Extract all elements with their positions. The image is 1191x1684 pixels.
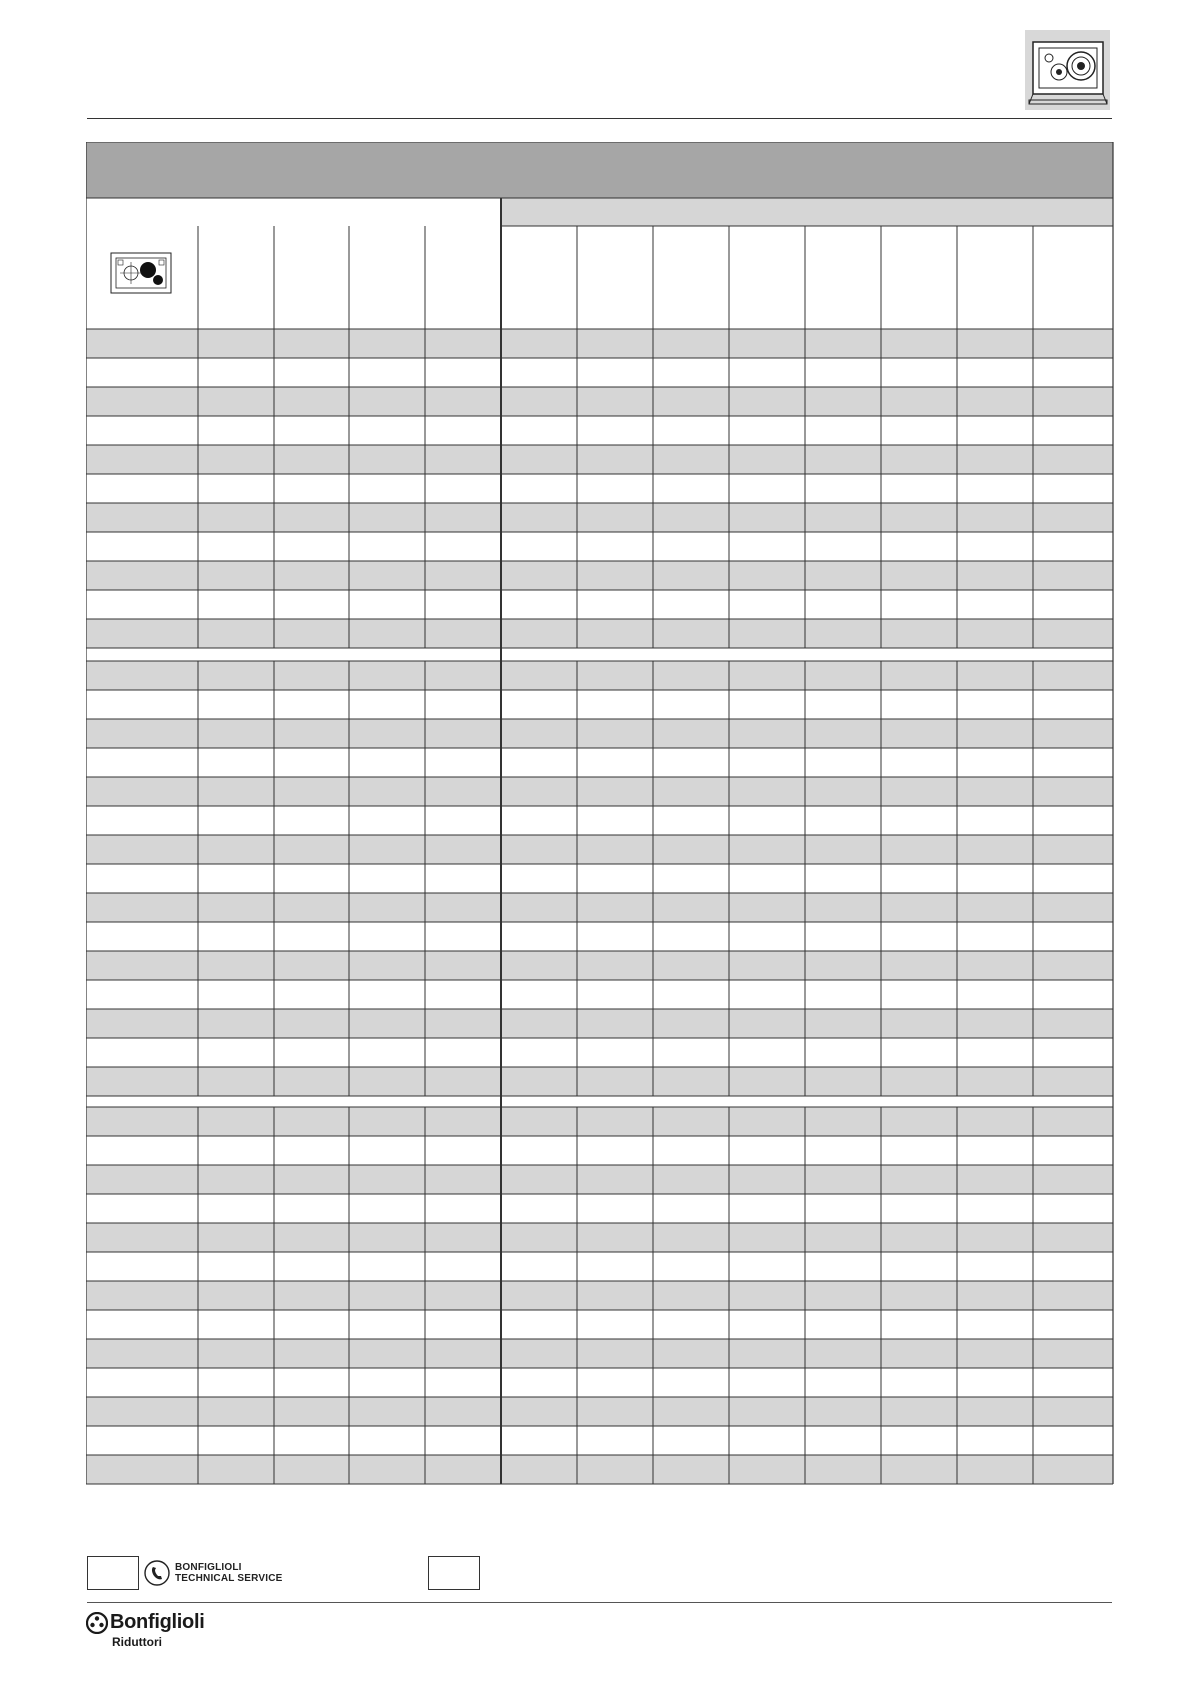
technical-service-label bbox=[175, 1562, 283, 1584]
table-row bbox=[86, 1368, 1113, 1397]
mounting-position-icon bbox=[111, 253, 171, 293]
table-row bbox=[86, 835, 1113, 864]
right-group-band bbox=[501, 198, 1113, 226]
table-row bbox=[86, 777, 1113, 806]
table-row bbox=[86, 1067, 1113, 1096]
table-row bbox=[86, 1310, 1113, 1339]
page-number-box-right bbox=[428, 1556, 480, 1590]
table-row bbox=[86, 387, 1113, 416]
technical-service-line2: TECHNICAL SERVICE bbox=[175, 1573, 283, 1584]
table-row bbox=[86, 416, 1113, 445]
table-row bbox=[86, 1038, 1113, 1067]
technical-service-line1: BONFIGLIOLI bbox=[175, 1562, 242, 1573]
table-row bbox=[86, 1223, 1113, 1252]
table-title-band bbox=[86, 142, 1113, 198]
table-row bbox=[86, 532, 1113, 561]
table-row bbox=[86, 893, 1113, 922]
table-row bbox=[86, 445, 1113, 474]
table-row bbox=[86, 474, 1113, 503]
table-row bbox=[86, 1136, 1113, 1165]
table-row bbox=[86, 1281, 1113, 1310]
table-row bbox=[86, 661, 1113, 690]
selection-table bbox=[86, 142, 1114, 1495]
table-row bbox=[86, 748, 1113, 777]
table-row bbox=[86, 690, 1113, 719]
selection-table-grid bbox=[86, 142, 1114, 1495]
table-row bbox=[86, 864, 1113, 893]
table-row bbox=[86, 590, 1113, 619]
brand-subtitle: Riduttori bbox=[112, 1635, 162, 1649]
table-row bbox=[86, 358, 1113, 387]
phone-icon bbox=[144, 1560, 170, 1586]
table-row bbox=[86, 1339, 1113, 1368]
brand-name: Bonfiglioli bbox=[110, 1611, 205, 1633]
table-row bbox=[86, 806, 1113, 835]
table-row bbox=[86, 980, 1113, 1009]
table-row bbox=[86, 1194, 1113, 1223]
table-row bbox=[86, 1426, 1113, 1455]
bonfiglioli-logo-icon bbox=[86, 1612, 108, 1634]
table-row bbox=[86, 561, 1113, 590]
table-row bbox=[86, 719, 1113, 748]
table-row bbox=[86, 1165, 1113, 1194]
table-row bbox=[86, 329, 1113, 358]
table-row bbox=[86, 619, 1113, 648]
table-row bbox=[86, 1397, 1113, 1426]
table-row bbox=[86, 922, 1113, 951]
table-row bbox=[86, 1252, 1113, 1281]
table-row bbox=[86, 1009, 1113, 1038]
table-row bbox=[86, 1107, 1113, 1136]
header-rule bbox=[87, 118, 1112, 119]
footer-rule bbox=[87, 1602, 1112, 1603]
gearbox-housing-icon bbox=[1025, 30, 1110, 110]
table-row bbox=[86, 951, 1113, 980]
table-row bbox=[86, 1455, 1113, 1484]
page-number-box-left bbox=[87, 1556, 139, 1590]
table-row bbox=[86, 503, 1113, 532]
